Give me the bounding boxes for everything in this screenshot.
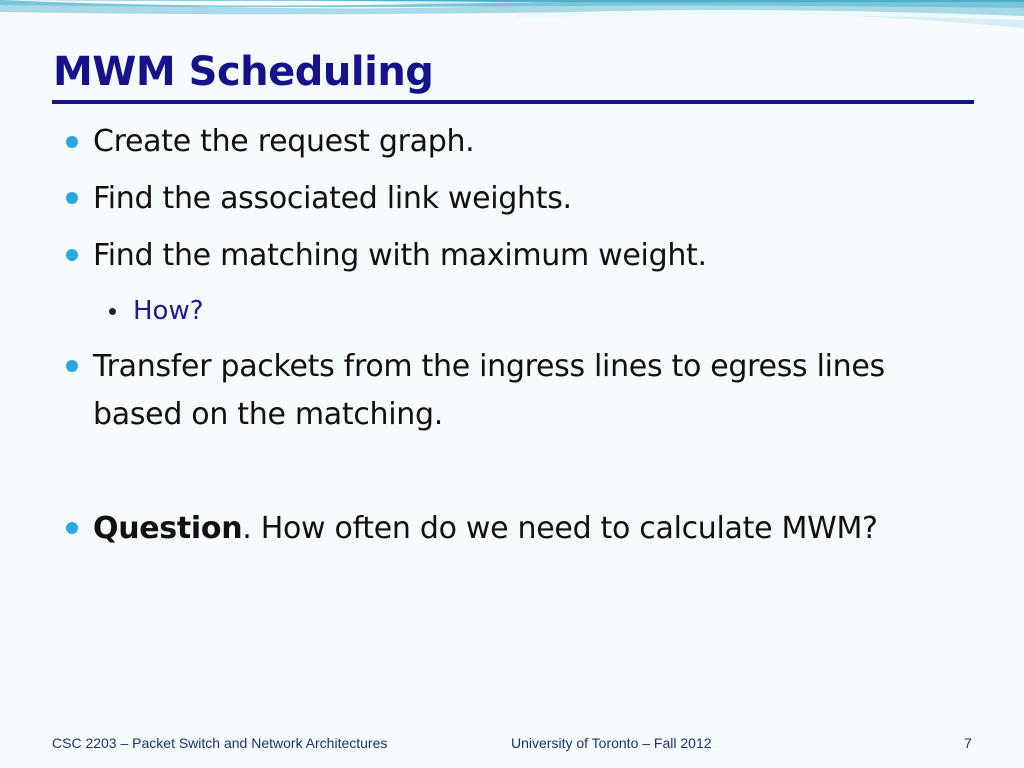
bullet-dot-1 xyxy=(66,136,78,148)
slide-title: MWM Scheduling xyxy=(53,49,434,95)
bullet-dot-3 xyxy=(66,249,78,261)
bullet-question xyxy=(93,505,968,553)
sub-bullet-how: How? xyxy=(133,296,204,326)
question-label: Question xyxy=(93,511,243,546)
bullet-dot-question xyxy=(66,522,78,534)
bullet-create-request-graph: Create the request graph. xyxy=(93,124,475,159)
bullet-find-link-weights: Find the associated link weights. xyxy=(93,181,572,216)
footer-course: CSC 2203 – Packet Switch and Network Architectures xyxy=(52,735,388,751)
bullet-find-maximum-weight-matching: Find the matching with maximum weight. xyxy=(93,238,707,273)
bullet-dot-2 xyxy=(66,192,78,204)
title-underline xyxy=(52,100,974,104)
footer-institution: University of Toronto – Fall 2012 xyxy=(511,735,712,751)
bullet-dot-4 xyxy=(66,360,78,372)
bullet-transfer-packets: Transfer packets from the ingress lines to egress lines based on the matching. xyxy=(93,349,885,432)
footer-page-number: 7 xyxy=(964,735,972,751)
question-text: . How often do we need to calculate MWM? xyxy=(242,511,878,546)
top-wave-decoration xyxy=(0,0,1024,40)
sub-bullet-dot xyxy=(109,308,116,315)
